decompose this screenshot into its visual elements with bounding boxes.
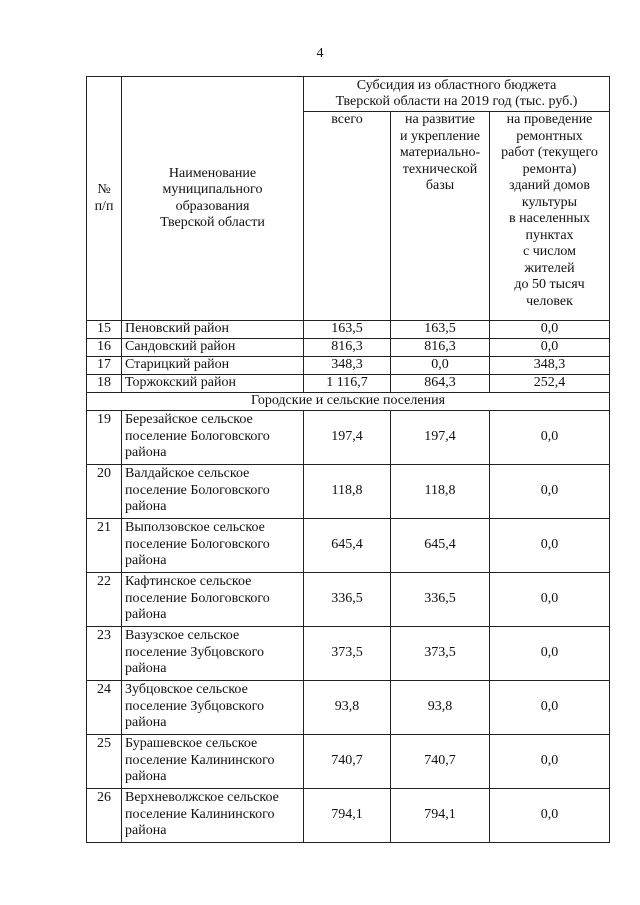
table-row: [87, 626, 610, 680]
total-value: 794,1: [304, 788, 391, 842]
total-value: 740,7: [304, 734, 391, 788]
repair-value: 0,0: [490, 518, 610, 572]
section-row: [87, 393, 610, 411]
row-number: 22: [87, 572, 122, 626]
row-number: 21: [87, 518, 122, 572]
municipality-name: Торжокский район: [122, 375, 304, 393]
row-number: 16: [87, 339, 122, 357]
table-header: [87, 77, 610, 321]
repair-value: 0,0: [490, 339, 610, 357]
municipality-name: Верхневолжское сельское поселение Калининского района: [122, 788, 304, 842]
total-value: 816,3: [304, 339, 391, 357]
material-value: 336,5: [391, 572, 490, 626]
repair-value: 0,0: [490, 410, 610, 464]
table-row: [87, 518, 610, 572]
row-number: 20: [87, 464, 122, 518]
subsidy-table: [86, 76, 610, 843]
total-value: 1 116,7: [304, 375, 391, 393]
row-number: 17: [87, 357, 122, 375]
header-total: всего: [304, 112, 391, 321]
total-value: 163,5: [304, 321, 391, 339]
total-value: 336,5: [304, 572, 391, 626]
total-value: 118,8: [304, 464, 391, 518]
page-number: 4: [316, 46, 324, 61]
material-value: 163,5: [391, 321, 490, 339]
repair-value: 0,0: [490, 680, 610, 734]
row-number: 18: [87, 375, 122, 393]
row-number: 24: [87, 680, 122, 734]
repair-value: 0,0: [490, 734, 610, 788]
table-row: [87, 321, 610, 339]
municipality-name: Пеновский район: [122, 321, 304, 339]
total-value: 197,4: [304, 410, 391, 464]
material-value: 794,1: [391, 788, 490, 842]
table-row: [87, 410, 610, 464]
table-row: [87, 375, 610, 393]
material-value: 740,7: [391, 734, 490, 788]
total-value: 645,4: [304, 518, 391, 572]
table-row: [87, 357, 610, 375]
repair-value: 0,0: [490, 321, 610, 339]
material-value: 93,8: [391, 680, 490, 734]
table-row: [87, 680, 610, 734]
row-number: 25: [87, 734, 122, 788]
table-row: [87, 572, 610, 626]
header-number: № п/п: [87, 77, 122, 321]
repair-value: 0,0: [490, 572, 610, 626]
municipality-name: Сандовский район: [122, 339, 304, 357]
material-value: 0,0: [391, 357, 490, 375]
header-repair: на проведение ремонтных работ (текущего ремонта) зданий домов культуры в населенных пунктах с числом жителей до 50 тысяч человек: [490, 112, 610, 321]
repair-value: 0,0: [490, 788, 610, 842]
repair-value: 0,0: [490, 464, 610, 518]
row-number: 26: [87, 788, 122, 842]
repair-value: 348,3: [490, 357, 610, 375]
municipality-name: Валдайское сельское поселение Бологовского района: [122, 464, 304, 518]
municipality-name: Кафтинское сельское поселение Бологовского района: [122, 572, 304, 626]
material-value: 118,8: [391, 464, 490, 518]
section-label: Городские и сельские поселения: [87, 393, 610, 411]
repair-value: 0,0: [490, 626, 610, 680]
header-subsidy-group: Субсидия из областного бюджета Тверской области на 2019 год (тыс. руб.): [304, 77, 610, 112]
municipality-name: Бурашевское сельское поселение Калининского района: [122, 734, 304, 788]
repair-value: 252,4: [490, 375, 610, 393]
table-row: [87, 339, 610, 357]
municipality-name: Выползовское сельское поселение Бологовского района: [122, 518, 304, 572]
material-value: 864,3: [391, 375, 490, 393]
row-number: 19: [87, 410, 122, 464]
table-row: [87, 734, 610, 788]
total-value: 93,8: [304, 680, 391, 734]
header-municipality: Наименование муниципального образования Тверской области: [122, 77, 304, 321]
total-value: 348,3: [304, 357, 391, 375]
material-value: 373,5: [391, 626, 490, 680]
material-value: 645,4: [391, 518, 490, 572]
row-number: 15: [87, 321, 122, 339]
table-row: [87, 788, 610, 842]
material-value: 816,3: [391, 339, 490, 357]
table-row: [87, 464, 610, 518]
total-value: 373,5: [304, 626, 391, 680]
municipality-name: Старицкий район: [122, 357, 304, 375]
municipality-name: Вазузское сельское поселение Зубцовского района: [122, 626, 304, 680]
header-material: на развитие и укрепление материально- технической базы: [391, 112, 490, 321]
municipality-name: Березайское сельское поселение Бологовского района: [122, 410, 304, 464]
material-value: 197,4: [391, 410, 490, 464]
municipality-name: Зубцовское сельское поселение Зубцовского района: [122, 680, 304, 734]
table-body: [87, 321, 610, 843]
row-number: 23: [87, 626, 122, 680]
